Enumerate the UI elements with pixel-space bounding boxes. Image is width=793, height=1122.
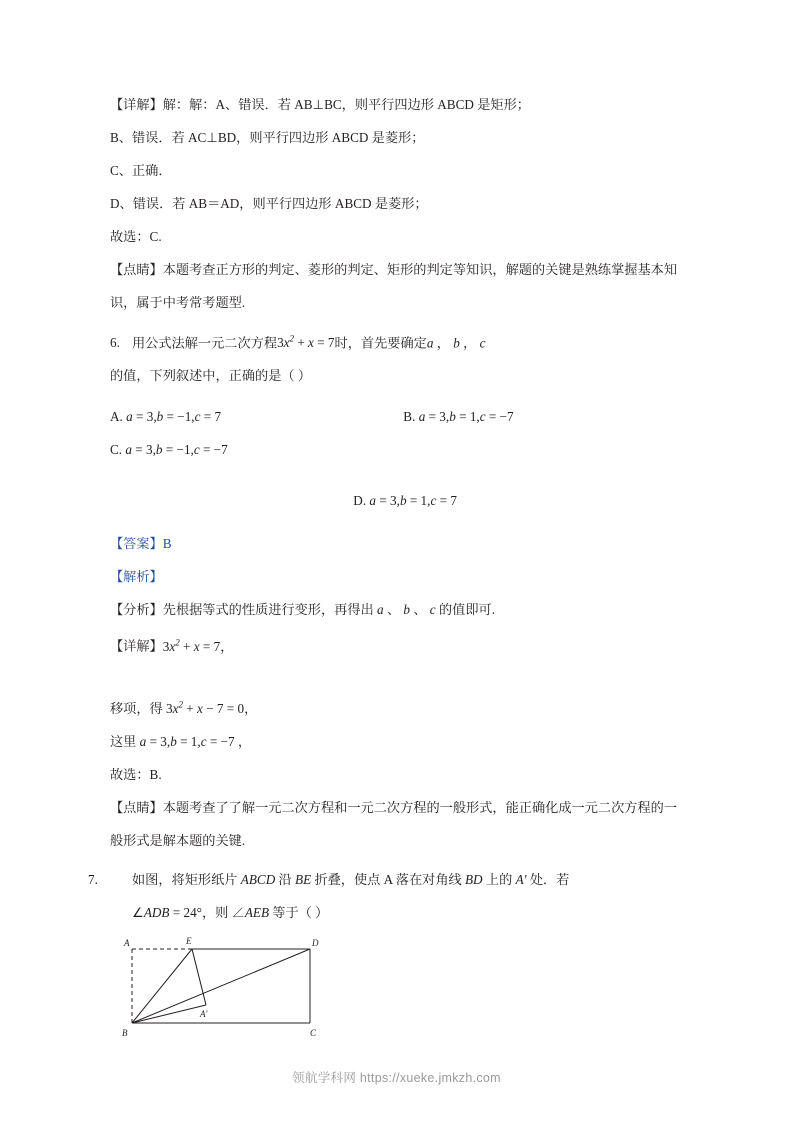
question-6-number: 6. <box>110 335 120 351</box>
question-7-number: 7. <box>88 872 98 888</box>
option-d[interactable] <box>353 493 457 508</box>
analysis-label: 【分析】 <box>110 602 163 618</box>
question-6-stem <box>110 323 688 392</box>
page-footer: 领航学科网 https://xueke.jmkzh.com <box>292 1071 501 1085</box>
answer-line <box>110 527 688 560</box>
step-2 <box>110 725 688 758</box>
option-a-label: A. <box>110 409 123 425</box>
question-6-vars: a ， b ， c <box>426 335 486 351</box>
option-b-label: B. <box>403 409 416 425</box>
detail-label: 【详解】 <box>110 638 163 654</box>
option-c-text: a = 3,b = −1,c = −7 <box>125 442 228 458</box>
option-d-label: D. <box>353 493 367 509</box>
figure-label-A-prime: A′ <box>200 1009 208 1020</box>
rectangle-fold-diagram <box>114 935 374 1045</box>
question-6-options-row-3 <box>110 484 688 517</box>
summary-text: 本题考查了了解一元二次方程和一元二次方程的一般形式，能正确化成一元二次方程的一般形式是解本题的关键. <box>110 800 678 849</box>
analysis-tag-line <box>110 560 688 593</box>
step-1-text: 移项，得 $3x^2 + x - 7 = 0$， <box>110 699 258 717</box>
figure-label-C: C <box>310 1028 317 1039</box>
question-7-figure <box>114 935 374 1045</box>
option-c-label: C. <box>110 442 123 458</box>
analysis-line <box>110 593 688 626</box>
question-7-stem <box>88 863 688 896</box>
question-6-stem-part3: 的值，下列叙述中，正确的是（ ） <box>110 368 312 384</box>
step-3: 故选：B. <box>110 767 162 783</box>
summary-line-6 <box>110 791 688 857</box>
step-2-text: 这里 a = 3,b = 1,c = −7 ， <box>110 734 252 750</box>
detail-line-2: B、错误．若 AC⊥BD，则平行四边形 ABCD 是菱形； <box>110 130 425 145</box>
detail-line-3: C、正确． <box>110 163 172 178</box>
summary-line-5: 【点睛】本题考查正方形的判定、菱形的判定、矩形的判定等知识，解题的关键是熟练掌握基本知识，属于中考常考题型. <box>110 262 678 310</box>
blank-spacer <box>110 663 688 689</box>
question-6-equation: $3x^2 + x = 7$ <box>277 334 335 351</box>
detail-equation: $3x^2 + x = 7$， <box>162 637 234 654</box>
option-a[interactable] <box>110 400 400 433</box>
answer-tag: 【答案】 <box>110 536 163 552</box>
question-7-stem-2 <box>110 896 688 929</box>
question-7-stem-text: 如图，将矩形纸片 ABCD 沿 BE 折叠，使点 A 落在对角线 BD 上的 A′ 处．若 <box>132 872 570 888</box>
option-b[interactable] <box>403 409 513 424</box>
analysis-text: 先根据等式的性质进行变形，再得出 a 、 b 、 c 的值即可. <box>162 602 495 618</box>
option-b-text: a = 3,b = 1,c = −7 <box>418 409 514 425</box>
question-6-options-row-2 <box>110 433 688 466</box>
analysis-tag: 【解析】 <box>110 569 163 585</box>
option-a-text: a = 3,b = −1,c = 7 <box>126 409 222 425</box>
detail-line-1: 【详解】解：解：A、错误．若 AB⊥BC，则平行四边形 ABCD 是矩形； <box>110 97 530 112</box>
answer-value: B <box>162 536 172 552</box>
detail-line-5: 故选：C. <box>110 229 162 244</box>
detail-line <box>110 626 688 662</box>
option-d-text: a = 3,b = 1,c = 7 <box>369 493 457 509</box>
figure-label-B: B <box>122 1028 128 1039</box>
step-1 <box>110 689 688 725</box>
figure-label-A: A <box>124 938 130 949</box>
question-6-options-row-1 <box>110 400 688 433</box>
summary-label: 【点睛】 <box>110 800 163 816</box>
question-6-stem-part1: 用公式法解一元二次方程 <box>132 335 278 351</box>
detail-line-4: D、错误．若 AB＝AD，则平行四边形 ABCD 是菱形； <box>110 196 428 211</box>
option-c[interactable] <box>110 433 400 466</box>
question-6-stem-part2: 时，首先要确定 <box>334 335 427 351</box>
figure-label-E: E <box>186 936 192 947</box>
question-7-stem-2-text: ∠ADB = 24°，则 ∠AEB 等于（ ） <box>132 905 329 921</box>
document-body <box>88 88 688 1045</box>
figure-label-D: D <box>312 938 319 949</box>
